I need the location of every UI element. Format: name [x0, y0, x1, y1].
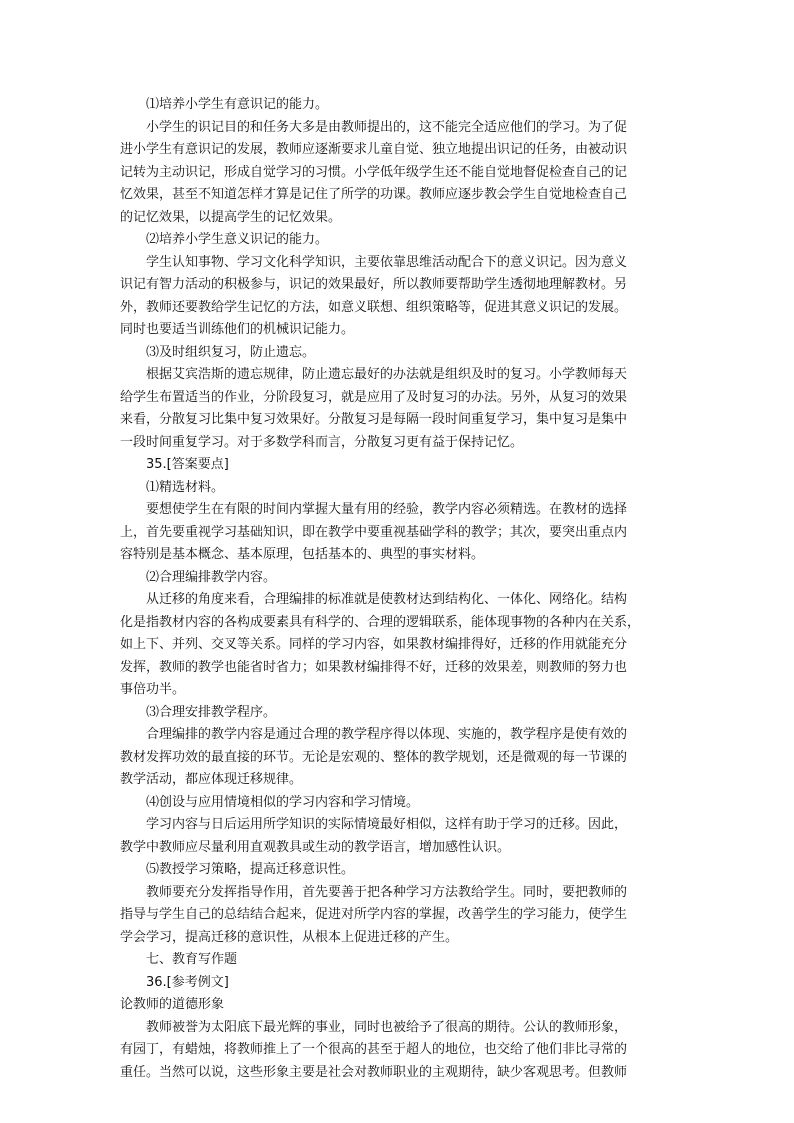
paragraph: ⑷创设与应用情境相似的学习内容和学习情境。 — [146, 794, 420, 810]
paragraph: 小学生的识记目的和任务大多是由教师提出的，这不能完全适应他们的学习。为了促 进小学生有意识记的发展，教师应逐渐要求儿童自觉、独立地提出识记的任务，由被动识 记转为主动识记，形成自觉学习的习惯。小学低年级学生还不能自觉地督促检查自己的记 忆效果，甚至不知道怎样才算是记住了所学的功课。教师应逐步教会学生自觉地检查自己 的记忆效果，以提高学生的记忆效果。 — [120, 119, 628, 225]
paragraph: 教师要充分发挥指导作用，首先要善于把各种学习方法教给学生。同时，要把教师的 指导与学生自己的总结结合起来，促进对所学内容的掌握，改善学生的学习能力，使学生 学会学习，提高迁移的意识性，从根本上促进迁移的产生。 — [120, 884, 628, 945]
paragraph: 从迁移的角度来看，合理编排的标准就是使教材达到结构化、一体化、网络化。结构 化是指教材内容的各构成要素具有科学的、合理的逻辑联系，能体现事物的各种内在关系， 如上下、并列、交叉等关系。同样的学习内容，如果教材编排得好，迁移的作用就能充分 发挥，教师的教学也能省时省力；如果教材编排得不好，迁移的效果差，则教师的努力也 事倍功半。 — [120, 592, 641, 697]
paragraph: 根据艾宾浩斯的遗忘规律，防止遗忘最好的办法就是组织及时的复习。小学教师每天 给学生布置适当的作业，分阶段复习，就是应用了及时复习的办法。另外，从复习的效果 来看，分散复习比集中复习效果好。分散复习是每隔一段时间重复学习，集中复习是集中 一段时间重复学习。对于多数学科而言，分散复习更有益于保持记忆。 — [120, 367, 628, 450]
paragraph: 七、教育写作题 — [146, 952, 238, 967]
paragraph: ⑵培养小学生意义识记的能力。 — [146, 232, 329, 247]
paragraph: 35.[答案要点] — [146, 457, 229, 472]
document-body — [120, 94, 668, 1084]
paragraph: ⑸教授学习策略，提高迁移意识性。 — [146, 862, 355, 877]
paragraph: 教师被誉为太阳底下最光辉的事业，同时也被给予了很高的期待。公认的教师形象， 有园丁，有蜡烛，将教师推上了一个很高的甚至于超人的地位，也交给了他们非比寻常的 重任。当然可以说，这些形象主要是社会对教师职业的主观期待，缺少客观思考。但教师 — [120, 1019, 628, 1080]
paragraph: 学习内容与日后运用所学知识的实际情境最好相似，这样有助于学习的迁移。因此， 教学中教师应尽量利用直观教具或生动的教学语言，增加感性认识。 — [120, 817, 628, 855]
paragraph: 学生认知事物、学习文化科学知识，主要依靠思维活动配合下的意义识记。因为意义 识记有智力活动的积极参与，识记的效果最好，所以教师要帮助学生透彻地理解教材。另 外，教师还要教给学生记忆的方法，如意义联想、组织策略等，促进其意义识记的发展。 同时也要适当训练他们的机械识记能力。 — [120, 254, 628, 337]
paragraph: ⑶及时组织复习，防止遗忘。 — [146, 344, 316, 360]
paragraph: 合理编排的教学内容是通过合理的教学程序得以体现、实施的，教学程序是使有效的 教材发挥功效的最直接的环节。无论是宏观的、整体的教学规划，还是微观的每一节课的 教学活动，都应体现迁移规律。 — [120, 727, 628, 787]
paragraph: ⑴精选材料。 — [146, 479, 225, 495]
paragraph: ⑴培养小学生有意识记的能力。 — [146, 97, 329, 112]
paragraph: 36.[参考例文] — [146, 974, 229, 990]
paragraph: 要想使学生在有限的时间内掌握大量有用的经验，教学内容必须精选。在教材的选择 上，首先要重视学习基础知识，即在教学中要重视基础学科的教学；其次，要突出重点内 容特别是基本概念、基本原理，包括基本的、典型的事实材料。 — [120, 502, 628, 562]
paragraph: ⑵合理编排教学内容。 — [146, 569, 277, 585]
paragraph: ⑶合理安排教学程序。 — [146, 704, 277, 720]
paragraph: 论教师的道德形象 — [120, 997, 225, 1012]
